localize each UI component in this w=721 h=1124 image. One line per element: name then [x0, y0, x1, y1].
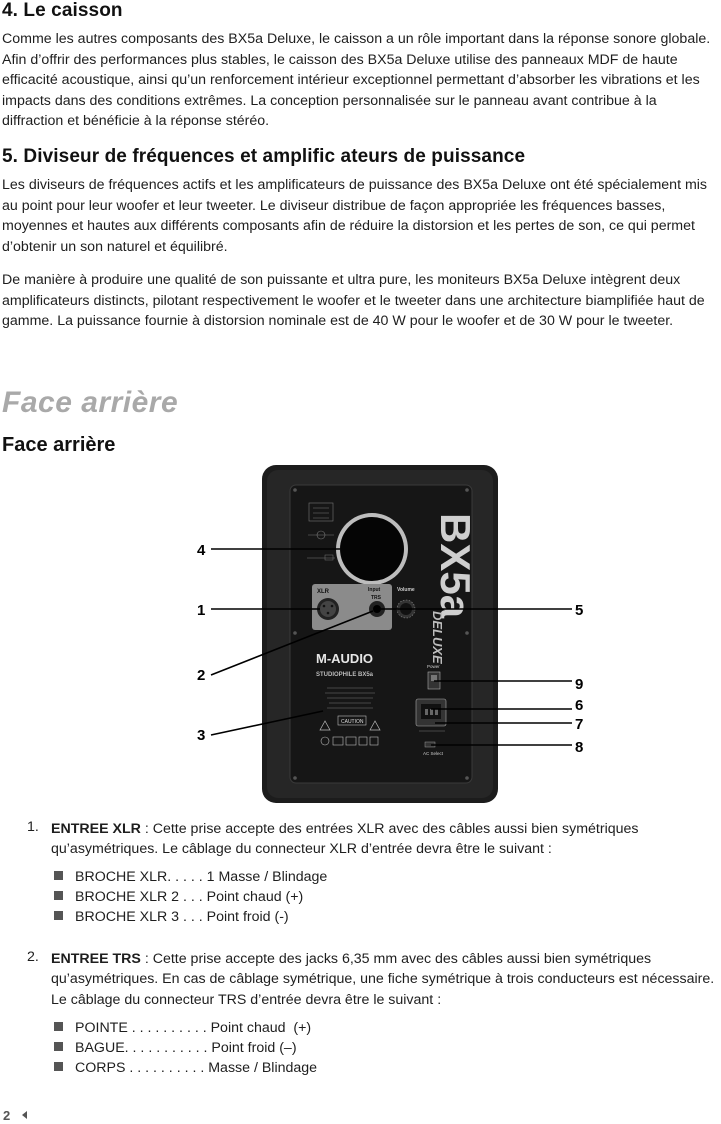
bullet-square	[54, 1062, 63, 1071]
list-item-1-description: : Cette prise accepte des entrées XLR avec des câbles aussi bien symétriques qu’asymétriques. Le câblage du connecteur XLR d’entrée devra être le suivant :	[51, 821, 639, 858]
trs-tip-text: POINTE . . . . . . . . . . Point chaud (+)	[75, 1020, 312, 1036]
callout-3: 3	[197, 727, 206, 744]
list-item-2-description: : Cette prise accepte des jacks 6,35 mm avec des câbles aussi bien symétriques qu’asymétriques. En cas de câblage symétrique, une fiche symétrique à trois conducteurs est nécessaire. Le câblage du connecteur TRS d’entrée devra être le suivant :	[51, 951, 715, 1008]
trs-label: TRS	[371, 595, 381, 601]
bullet-square	[54, 1042, 63, 1051]
vertical-model-logo: BX5a	[432, 513, 479, 619]
power-label: Power	[427, 664, 440, 669]
trs-ring-row	[54, 1040, 297, 1056]
callout-4: 4	[197, 542, 206, 559]
trs-tip-row	[54, 1020, 311, 1036]
bullet-square	[54, 871, 63, 880]
callout-2: 2	[197, 667, 206, 684]
section-4-heading: 4. Le caisson	[2, 0, 123, 21]
trs-sleeve-row	[54, 1060, 317, 1076]
xlr-pin-1-text: BROCHE XLR. . . . . 1 Masse / Blindage	[75, 869, 328, 885]
section-5-heading: 5. Diviseur de fréquences et amplific ateurs de puissance	[2, 146, 526, 167]
section-5-paragraph-1: Les diviseurs de fréquences actifs et les amplificateurs de puissance des BX5a Deluxe ont été spécialement mis au point pour leur woofer et leur tweeter. Le diviseur distribue de façon appropriée les fréquences basses, moyennes et hautes aux différents composants afin de réduire la distorsion et les pertes de son, ce qui permet d’obtenir un son naturel et équilibré.	[2, 177, 708, 255]
caution-label: CAUTION	[341, 719, 364, 725]
xlr-pin-3-text: BROCHE XLR 3 . . . Point froid (-)	[75, 909, 289, 925]
ac-select-label: AC Select	[423, 751, 444, 756]
model-line: STUDIOPHILE BX5a	[316, 672, 374, 678]
callout-1: 1	[197, 602, 206, 619]
callout-8: 8	[575, 739, 584, 756]
callout-7: 7	[575, 716, 584, 733]
list-item-2-text	[51, 949, 719, 1010]
bullet-square	[54, 1022, 63, 1031]
previous-arrow-icon	[22, 1111, 27, 1119]
trs-ring-text: BAGUE. . . . . . . . . . . Point froid (–)	[75, 1040, 297, 1056]
bullet-square	[54, 911, 63, 920]
list-item-1-title: ENTREE XLR	[51, 821, 141, 837]
list-item-1-text	[51, 819, 719, 860]
brand-logo: M-AUDIO	[316, 651, 374, 666]
xlr-pin-2-row	[54, 889, 303, 905]
xlr-label: XLR	[317, 589, 329, 595]
callout-9: 9	[575, 676, 584, 693]
xlr-pin-3-row	[54, 909, 289, 925]
section-4-text: Comme les autres composants des BX5a Deluxe, le caisson a un rôle important dans la réponse sonore globale. Afin d’offrir des performances plus stables, le caisson des BX5a Deluxe utilise des panneaux MDF de haute efficacité acoustique, ainsi qu’un renforcement intérieur exceptionnel permettant d’absorber les vibrations et les impacts dans des conditions extrêmes. La conception personnalisée sur le panneau avant contribue à la diffraction et bénéficie à la réponse stéréo.	[2, 31, 711, 130]
xlr-pin-1-row	[54, 869, 327, 885]
section-5-paragraph-2: De manière à produire une qualité de son puissante et ultra pure, les moniteurs BX5a Deluxe intègrent deux amplificateurs distincts, pilotant respectivement le woofer et le tweeter dans une architecture biamplifiée haut de gamme. La puissance fournie à distorsion nominale est de 40 W pour le woofer et de 30 W pour le tweeter.	[2, 272, 705, 330]
list-item-1-number: 1.	[27, 819, 39, 835]
rear-panel-figure	[195, 463, 595, 808]
list-item-2-number: 2.	[27, 949, 39, 965]
rear-panel-subtitle: Face arrière	[2, 434, 116, 456]
page-number: 2	[3, 1108, 11, 1123]
callout-6: 6	[575, 697, 584, 714]
input-label: Input	[368, 587, 381, 593]
list-item-2-title: ENTREE TRS	[51, 951, 141, 967]
xlr-pin-2-text: BROCHE XLR 2 . . . Point chaud (+)	[75, 889, 304, 905]
page-footer	[3, 1108, 27, 1123]
callout-5: 5	[575, 602, 584, 619]
vertical-deluxe-logo: DELUXE	[430, 611, 445, 664]
bullet-square	[54, 891, 63, 900]
trs-sleeve-text: CORPS . . . . . . . . . . Masse / Blindage	[75, 1060, 318, 1076]
volume-label: Volume	[397, 587, 415, 593]
rear-panel-big-title: Face arrière	[2, 386, 179, 419]
